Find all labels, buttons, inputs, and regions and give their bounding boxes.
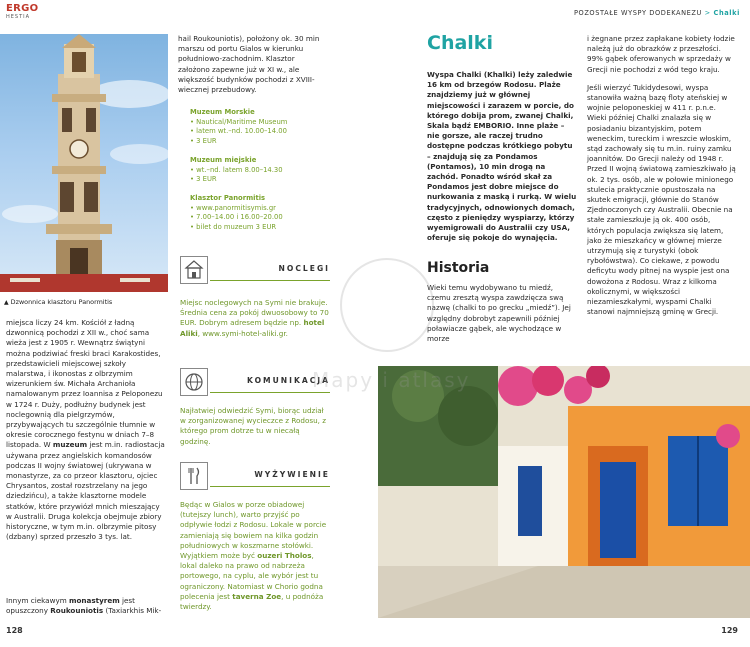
historia-heading: Historia bbox=[427, 260, 490, 276]
komunikacja-text: Najłatwiej odwiedzić Symi, biorąc udział w zorganizowanej wycieczce z Rodosu, z którego prom dotrze tu w niecałą godzinę. bbox=[180, 406, 327, 446]
breadcrumb: POZOSTAŁE WYSPY DODEKANEZU > Chalki bbox=[573, 9, 740, 17]
photo-caption: ▲ Dzwonnica klasztoru Panormitis bbox=[4, 298, 113, 306]
page-number-right: 129 bbox=[721, 626, 738, 635]
bell-tower-photo bbox=[0, 34, 168, 292]
roukouniotis-continued: hail Roukouniotis), położony ok. 30 min marszu od portu Gialos w kierunku południowo-zachodnim. Klasztor założono zapewne już w XI w., ale większość budynków pochodzi z XVIII-wiecznej przebudowy. bbox=[178, 34, 320, 95]
roukouniotis-text: Innym ciekawym monastyrem jest opuszczony Roukouniotis (Taxiarkhis Mik- bbox=[6, 596, 162, 616]
globe-icon bbox=[180, 368, 208, 396]
chalki-intro: Wyspa Chalki (Khalki) leży zaledwie 16 km od brzegów Rodosu. Plaże znajdziemy już w głównej miejscowości i zarazem w porcie, do którego dobija prom, zwanej Chalki, Skala bądź EMBORIO. Inne plaże – nie gorsze, ale raczej trudno dostępne podczas krótkiego pobytu – znajdują się za Pondamos (Pontamos), 10 min drogą na zachód. Ponadto wśród skał za Pondamos jest dobre miejsce do nurkowania z maską i rurką. W wielu tradycyjnych, odnowionych domach, często z pieniędzy wyspiarzy, którzy wyemigrowali do Australii czy USA, oferuje się pokoje do wynajęcia. bbox=[427, 70, 577, 243]
page-title: Chalki bbox=[427, 32, 493, 54]
monastery-text: miejsca liczy 24 km. Kościół z ładną dzwonnicą pochodzi z XII w., choć sama wieża jest z 1905 r. Wewnątrz świątyni można podziwiać freski braci Karakostides, przedstawicieli miejscowej szkoły malarstwa, i ikonostas z olbrzymim wizerunkiem św. Michała Archanioła namalowanym przez Ioannisa z Peloponezu w 1724 r. Duży, podłużny budynek jest noclegownią dla pielgrzymów, przybywających tu szczególnie tłumnie w okresie corocznego festynu w dniach 7–8 listopada. W muzeum jest m.in. radiostacja używana przez angielskich komandosów podczas II wojny światowej (ukrywana w monastyrze, za co przeor klasztoru, ojciec Chrysantos, został rozstrzelany na jego dziedzińcu), a także klasztorne modele statków, które przywiózł mnich mieszający w Australii. Druga kolekcja obejmuje zbiory historyczne, w tym m.in. olbrzymie pitosy (dzbany) sprzed przeszło 3 tys. lat. bbox=[6, 318, 165, 542]
house-icon bbox=[180, 256, 208, 284]
noclegi-text: Miejsc noclegowych na Symi nie brakuje. Średnia cena za pokój dwuosobowy to 70 EUR. Dobrym adresem będzie np. hotel Aliki, www.symi-hotel-aliki.gr. bbox=[180, 298, 329, 338]
wyzywienie-header: WYŻYWIENIE bbox=[180, 462, 330, 488]
bell-tower-illustration bbox=[0, 34, 168, 292]
noclegi-header: NOCLEGI bbox=[180, 256, 330, 282]
watermark-globe-icon bbox=[340, 258, 434, 352]
chalki-col2: i żegnane przez zapłakane kobiety łodzie należą już do obrazków z przeszłości. 99% gąbek oferowanych w sprzedaży w Grecji nie pochodzi z wód tego kraju. Jeśli wierzyć Tukidydesowi, wyspa stanowiła ważną bazę floty ateńskiej w wojnie peloponeskiej w 411 r. p.n.e. Wieki później Chalki znalazła się w posiadaniu bizantyjskim, potem weneckim, tureckim i wreszcie włoskim, stąd zachowały się tu m.in. ruiny zamku joannitów. Do Grecji należy od 1948 r. Przed II wojną światową zamieszkiwało ją ok. 2 tys. osób, ale w połowie minionego stulecia praktycznie opustoszała na skutek emigracji, głównie do Stanów Zjednoczonych czy Australii. Obecnie na stałe zamieszkuje ją ok. 400 osób, których populacja zwiększa się latem, jako że mieszkańcy w głównej mierze utrzymują się z turystyki (obok rybołówstwa). Co ciekawe, z powodu deficytu wody pitnej na wyspie jest ona dowożona z Rodosu. Wraz z kilkoma okolicznymi, w większości niezamieszkałymi, wyspami Chalki stanowi najmniejszą gminę w Grecji. bbox=[587, 34, 736, 317]
wyzywienie-text: Będąc w Gialos w porze obiadowej (tutejszy lunch), warto przyjść po odpływie łodzi z Rodosu. Lokale w porcie zamieniają się bowiem na kilka godzin południowych w koszmarne stołówki. Wyjątkiem może być ouzeri Tholos, lokal daleko na prawo od nabrzeża portowego, na cyplu, ale wybór jest tu ograniczony. Natomiast w Chorio godna polecenia jest taverna Zoe, u podnóża twierdzy. bbox=[180, 500, 327, 612]
chalki-street-photo bbox=[378, 366, 750, 618]
caption-marker-icon: ▲ bbox=[4, 299, 9, 306]
klasztor-panormitis: Klasztor Panormitis • www.panormitisymis.gr • 7.00–14.00 i 16.00–20.00 • bilet do muzeum 3 EUR bbox=[190, 194, 320, 232]
street-illustration bbox=[378, 366, 750, 618]
komunikacja-header: KOMUNIKACJA bbox=[180, 368, 330, 394]
cutlery-icon bbox=[180, 462, 208, 490]
page-number-left: 128 bbox=[6, 626, 23, 635]
watermark-text: Mapy i atlasy bbox=[312, 368, 471, 392]
historia-text: Wieki temu wydobywano tu miedź, czemu zresztą wyspa zawdzięcza swą nazwę (chalki to po grecku „miedź”). Jej względny dobrobyt zapewnili później poławiacze gąbek, ale wychodzące w morze bbox=[427, 283, 571, 344]
chevron-right-icon: > bbox=[704, 9, 711, 17]
museum-morskie: Muzeum Morskie • Nautical/Maritime Museum • latem wt.–nd. 10.00–14.00 • 3 EUR bbox=[190, 108, 320, 146]
ergo-logo: ERGO HESTIA bbox=[6, 3, 39, 20]
museum-miejskie: Muzeum miejskie • wt.–nd. latem 8.00–14.30 • 3 EUR bbox=[190, 156, 320, 185]
